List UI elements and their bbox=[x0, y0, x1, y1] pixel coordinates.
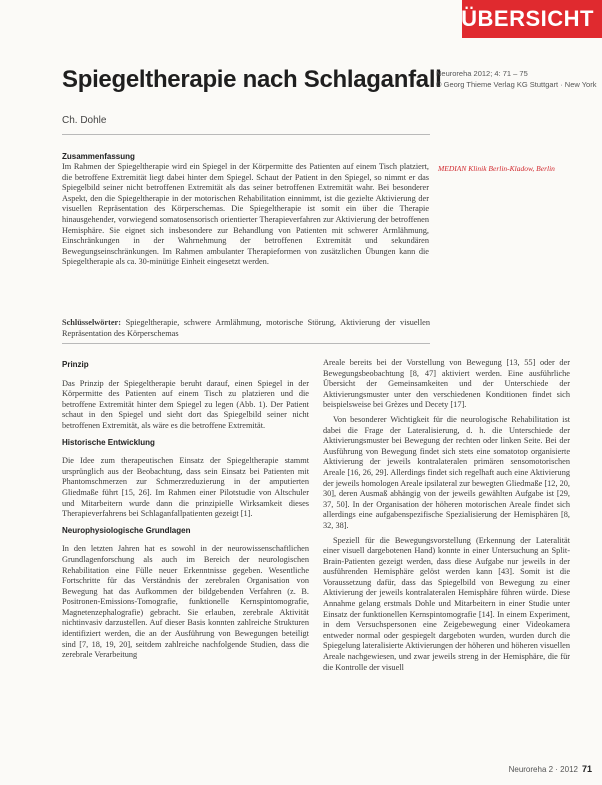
author-affiliation: MEDIAN Klinik Berlin-Kladow, Berlin bbox=[438, 164, 555, 173]
section-label: ÜBERSICHT bbox=[461, 6, 594, 31]
section-heading: Historische Entwicklung bbox=[62, 437, 155, 447]
paragraph: Speziell für die Bewegungsvorstellung (Erkennung der Lateralität einer visuell dargebotenen Hand) konnte in einer Untersuchung an Split-Brain-Patienten gezeigt werden, dass diese Aufgabe nur jeweils in der ausführenden Hemisphäre gelöst werden kann [43]. Somit ist die Voraussetzung dafür, dass das Spiegelbild von Bewegung zu einer Aktivierung der jeweils kontralateralen Hemisphäre führen würde. Diese Annahme gelang erstmals Dohle und Mitarbeitern in einer Studie unter Einsatz der funktionellen Kernspintomografie [14]. In einem Experiment, in dem Versuchspersonen eine Zeigebewegung einer Videokamera entweder normal oder gespiegelt dargeboten wurden, wurden durch die Spiegelung lateralisierte Aktivierungen der höheren und höheren visuellen Areale nachgewiesen, und zwar jeweils streng in der Hemisphäre, die für die Kontrolle der visuell bbox=[323, 535, 570, 672]
right-column bbox=[323, 358, 570, 677]
paragraph: Die Idee zum therapeutischen Einsatz der Spiegeltherapie stammt ursprünglich aus der Beobachtung, dass sein Einsatz bei Patienten mit Phantomschmerzen zur Schmerzreduzierung in der amputierten Gliedmaße führt [15, 26]. Im Rahmen einer Pilotstudie von Altschuler und Mitarbeitern wurde dann die prinzipielle Wirksamkeit dieses Therapieverfahrens bei Schlaganfallpatienten gezeigt [1]. bbox=[62, 456, 309, 519]
section-banner bbox=[0, 0, 602, 38]
abstract-heading: Zusammenfassung bbox=[62, 152, 135, 161]
author: Ch. Dohle bbox=[62, 115, 107, 126]
keywords-label: Schlüsselwörter: bbox=[62, 318, 121, 327]
page-number: 71 bbox=[581, 764, 592, 774]
left-column bbox=[62, 360, 309, 665]
keywords bbox=[62, 318, 430, 339]
abstract-text: Im Rahmen der Spiegeltherapie wird ein Spiegel in der Körpermitte des Patienten auf einem Tisch platziert, die betroffene Extremität liegt dabei hinter dem Spiegel. Schaut der Patient in den Spiegel, so nimmt er das Spiegelbild seiner nicht betroffenen Extremität als das seiner betroffenen Extremität wahr. Bei besonderer Aspekt, den die Spiegeltherapie in der motorischen Rehabilitation einnimmt, ist die gezielte Aktivierung der visuellen Repräsentation des Körperschemas. Die Spiegeltherapie ist somit ein über die Therapie hinausgehender, vorwiegend somatosensorisch orientierter Therapieverfahren zur Aktivierung der betroffenen Hemisphäre. Sie eignet sich insbesondere zur Behandlung von Patienten mit schwerer Armlähmung, Einschränkungen in der Wahrnehmung der betroffenen Extremität und sekundären Bewegungseinschränkungen. Im Rahmen ambulanter Therapieformen von zusätzlichen Übungen kann die Spiegeltherapie als ca. 30-minütige Einheit eingesetzt werden. bbox=[62, 162, 429, 267]
publisher-line: © Georg Thieme Verlag KG Stuttgart · New York bbox=[436, 80, 597, 89]
paragraph: Das Prinzip der Spiegeltherapie beruht darauf, einen Spiegel in der Körpermitte des Patienten auf einem Tisch zu platzieren und die betroffene Extremität hinter dem Spiegel zu legen (Abb. 1). Der Patient schaut in den Spiegel und sieht dort das Spiegelbild seiner nicht betroffenen Extremität, als wäre es die betroffene Extremität. bbox=[62, 378, 309, 430]
paragraph: Areale bereits bei der Vorstellung von Bewegung [13, 55] oder der Bewegungsbeobachtung [8, 47] aktiviert werden. Eine ausführliche Übersicht der Gemeinsamkeiten und der Unterschiede der Aktivierungsmuster unter den verschiedenen Konditionen findet sich beispielsweise bei Grèzes und Decety [17]. bbox=[323, 358, 570, 410]
paragraph: Von besonderer Wichtigkeit für die neurologische Rehabilitation ist dabei die Frage der Lateralisierung, d. h. die Unterschiede der Aktivierungsmuster bei Bewegung der rechten oder linken Seite. Bei der Ausführung von Bewegung findet sich stets eine somatotop organisierte Aktivierung der jeweils kontralateralen primären sensomotorischen Areale [16, 26, 29]. Allerdings findet sich regelhaft auch eine Aktivierung der jeweils homologen Areale ipsilateral zur bewegten Gliedmaße [12, 20, 30], deren Ausmaß abhängig von der jeweils gewählten Aufgabe ist [29, 37, 50]. In der Organisation der höheren motorischen Areale findet sich allerdings eine aufgabenspezifische Spezialisierung der Hemisphären [8, 32, 38]. bbox=[323, 414, 570, 530]
section-heading: Neurophysiologische Grundlagen bbox=[62, 525, 191, 535]
journal-citation: Neuroreha 2012; 4: 71 – 75 bbox=[436, 69, 528, 78]
divider bbox=[62, 343, 430, 344]
keywords-text: Spiegeltherapie, schwere Armlähmung, motorische Störung, Aktivierung der visuellen Repräsentation des Körperschemas bbox=[62, 318, 430, 338]
divider bbox=[62, 134, 430, 135]
article-title: Spiegeltherapie nach Schlaganfall bbox=[62, 66, 442, 93]
page-footer bbox=[509, 764, 592, 774]
footer-journal: Neuroreha 2 · 2012 bbox=[508, 765, 578, 774]
paragraph: In den letzten Jahren hat es sowohl in der neurowissenschaftlichen Grundlagenforschung als auch im Bereich der neurologischen Rehabilitation eine Fülle neuer Erkenntnisse gegeben. Wesentliche Fortschritte für das Verständnis der zerebralen Organisation von Bewegung hat das Aufkommen der bildgebenden Verfahren (z. B. Positronen-Emissions-Tomografie, funktionelle Kernspintomografie, Magnetenzephalografie) gebracht. Sie erlauben, zerebrale Aktivität nichtinvasiv darzustellen. Auf dieser Basis konnten zahlreiche Strukturen identifiziert werden, die an der Ausführung von Bewegungen beteiligt sind [7, 18, 19, 20], seitdem zahlreiche nachfolgende Studien, dass die zerebrale Verarbeitung bbox=[62, 544, 309, 660]
section-heading: Prinzip bbox=[62, 360, 89, 369]
journal-meta bbox=[436, 68, 596, 90]
